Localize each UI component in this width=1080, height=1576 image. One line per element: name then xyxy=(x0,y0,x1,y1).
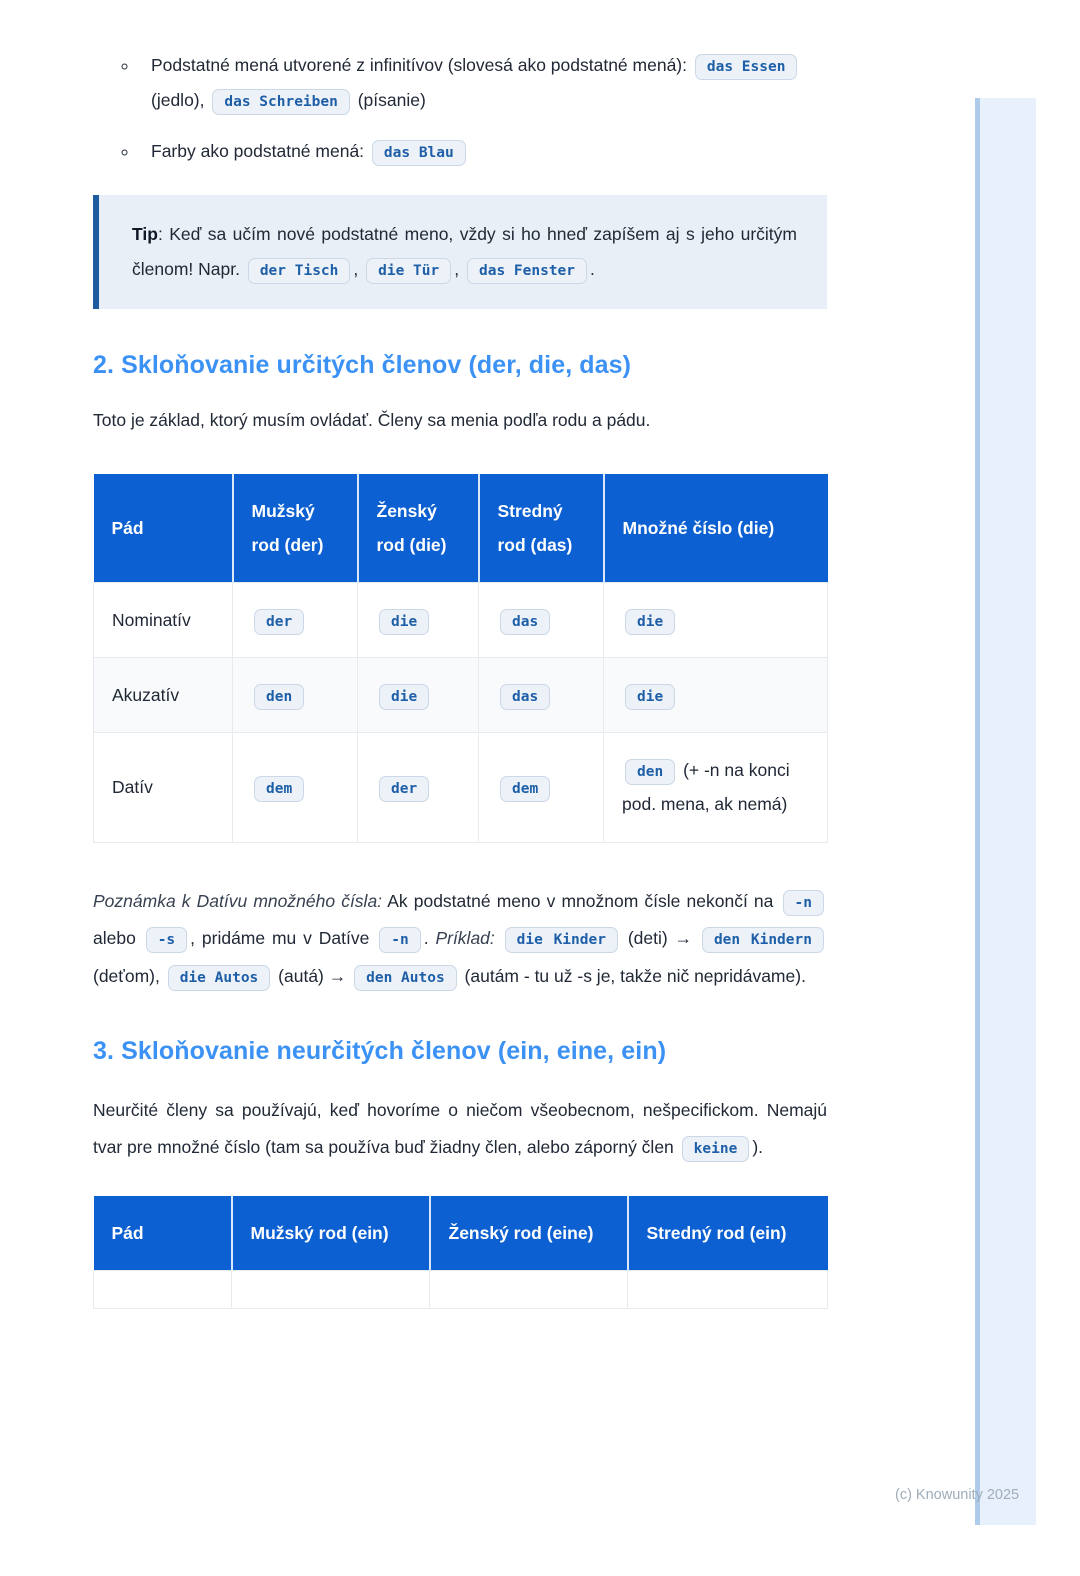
tip-label: Tip xyxy=(132,224,158,244)
inline-code-chip: der xyxy=(254,609,304,635)
note-text: (deťom), xyxy=(93,965,165,986)
case-label-cell: Nominatív xyxy=(94,583,233,658)
note-lead: Poznámka k Datívu množného čísla: xyxy=(93,890,383,911)
inline-code-chip: die xyxy=(625,684,675,710)
table-header-cell: Mužský rod (ein) xyxy=(232,1196,430,1271)
note-text: alebo xyxy=(93,928,143,949)
intro-paragraph xyxy=(93,1092,827,1166)
table-header-cell: Množné číslo (die) xyxy=(604,474,828,583)
article-chip-cell xyxy=(358,733,479,842)
table-header-cell: Stredný rod (das) xyxy=(479,474,604,583)
note-paragraph xyxy=(93,883,827,996)
note-text: Ak podstatné meno v množnom čísle nekončí na xyxy=(382,890,780,911)
empty-cell xyxy=(628,1271,828,1309)
tip-text: : Keď sa učím nové podstatné meno, vždy si ho hneď zapíšem aj s jeho určitým členom! Napr. xyxy=(132,224,797,279)
inline-code-chip: keine xyxy=(682,1136,750,1162)
inline-code-chip: den Kindern xyxy=(702,927,824,953)
tip-text: , xyxy=(454,259,464,279)
table-header-row xyxy=(94,474,828,583)
article-chip-cell xyxy=(479,658,604,733)
table-header-cell: Ženský rod (die) xyxy=(358,474,479,583)
note-text: . xyxy=(423,928,436,949)
bullet-text: Farby ako podstatné mená: xyxy=(151,141,369,161)
inline-code-chip: den xyxy=(625,759,675,785)
inline-code-chip: die xyxy=(379,684,429,710)
inline-code-chip: das xyxy=(500,684,550,710)
article-chip-cell xyxy=(604,658,828,733)
inline-code-chip: das Essen xyxy=(695,54,798,80)
article-chip-cell xyxy=(604,733,828,842)
document-page xyxy=(0,48,1080,1576)
table-header-cell: Mužský rod (der) xyxy=(233,474,358,583)
tip-text: . xyxy=(590,259,595,279)
article-chip-cell xyxy=(358,583,479,658)
empty-cell xyxy=(94,1271,232,1309)
inline-code-chip: der xyxy=(379,776,429,802)
article-chip-cell xyxy=(233,583,358,658)
table-row xyxy=(94,658,828,733)
inline-code-chip: -s xyxy=(146,927,187,953)
inline-code-chip: die Tür xyxy=(366,258,451,284)
empty-cell xyxy=(232,1271,430,1309)
tip-text: , xyxy=(353,259,364,279)
intro-text: Neurčité členy sa používajú, keď hovoríme o niečom všeobecnom, nešpecifickom. Nemajú tvar pre množné číslo (tam sa používa buď žiadny člen, alebo záporný člen xyxy=(93,1100,827,1158)
note-text: (autám - tu už -s je, takže nič nepridávame). xyxy=(459,965,806,986)
declension-table-definite xyxy=(93,474,828,843)
document-content xyxy=(93,48,827,1309)
note-lead: Príklad: xyxy=(435,928,495,949)
bullet-list xyxy=(93,48,827,169)
inline-code-chip: die Kinder xyxy=(505,927,618,953)
case-label-cell: Datív xyxy=(94,733,233,842)
article-chip-cell xyxy=(358,658,479,733)
table-header-cell: Stredný rod (ein) xyxy=(628,1196,828,1271)
inline-code-chip: das Fenster xyxy=(467,258,587,284)
declension-table-indefinite xyxy=(93,1196,828,1309)
table-header-cell: Pád xyxy=(94,474,233,583)
inline-code-chip: -n xyxy=(379,927,420,953)
table-row xyxy=(94,733,828,842)
note-text xyxy=(495,928,502,948)
inline-code-chip: die xyxy=(379,609,429,635)
inline-code-chip: dem xyxy=(254,776,304,802)
inline-code-chip: der Tisch xyxy=(248,258,351,284)
case-label-cell: Akuzatív xyxy=(94,658,233,733)
copyright-watermark: (c) Knowunity 2025 xyxy=(895,1487,1020,1503)
section-heading-3: 3. Skloňovanie neurčitých členov (ein, eine, ein) xyxy=(93,1037,667,1066)
inline-code-chip: dem xyxy=(500,776,550,802)
intro-text: ). xyxy=(752,1137,764,1158)
bullet-text: Podstatné mená utvorené z infinitívov (slovesá ako podstatné mená): xyxy=(151,55,692,75)
inline-code-chip: das Schreiben xyxy=(212,89,350,115)
cell-note: (+ -n na konci pod. mena, ak nemá) xyxy=(622,760,790,815)
note-text: (autá) → xyxy=(273,965,352,986)
article-chip-cell xyxy=(479,733,604,842)
table-header-cell: Pád xyxy=(94,1196,232,1271)
bullet-text: (písanie) xyxy=(352,90,426,110)
article-chip-cell xyxy=(233,733,358,842)
inline-code-chip: den Autos xyxy=(354,965,457,991)
note-text: (deti) → xyxy=(620,928,699,949)
list-item xyxy=(139,134,827,169)
inline-code-chip: die Autos xyxy=(168,965,271,991)
inline-code-chip: -n xyxy=(783,890,824,916)
bullet-text: (jedlo), xyxy=(151,90,210,110)
tip-callout xyxy=(93,195,827,309)
table-header-cell: Ženský rod (eine) xyxy=(430,1196,628,1271)
empty-cell xyxy=(430,1271,628,1309)
note-text: , pridáme mu v Datíve xyxy=(190,928,377,949)
table-row xyxy=(94,1271,828,1309)
section-heading-2: 2. Skloňovanie určitých členov (der, die, das) xyxy=(93,351,632,379)
inline-code-chip: das Blau xyxy=(372,140,466,166)
inline-code-chip: den xyxy=(254,684,304,710)
article-chip-cell xyxy=(233,658,358,733)
inline-code-chip: die xyxy=(625,609,675,635)
inline-code-chip: das xyxy=(500,609,550,635)
article-chip-cell xyxy=(604,583,828,658)
table-row xyxy=(94,583,828,658)
table-header-row xyxy=(94,1196,828,1271)
intro-paragraph: Toto je základ, ktorý musím ovládať. Členy sa menia podľa rodu a pádu. xyxy=(93,410,651,430)
list-item xyxy=(139,48,827,118)
scrollbar-track[interactable] xyxy=(975,98,1036,1525)
article-chip-cell xyxy=(479,583,604,658)
